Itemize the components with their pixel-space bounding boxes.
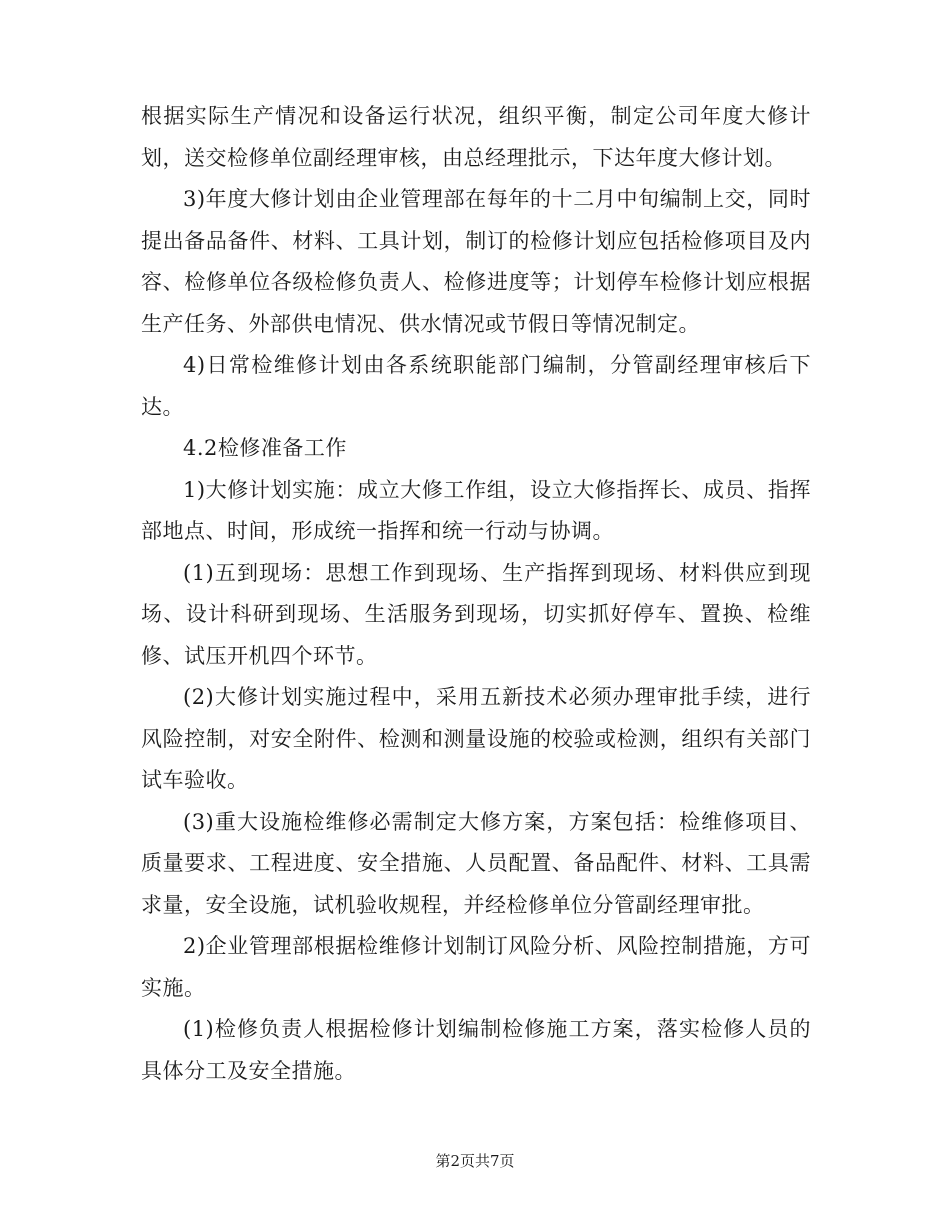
document-body: [141, 96, 811, 1092]
page-number-footer: 第2页共7页: [435, 1152, 515, 1170]
section-heading-4-2: 4.2检修准备工作: [183, 436, 347, 460]
paragraph-item-1: 1)大修计划实施：成立大修工作组，设立大修指挥长、成员、指挥部地点、时间，形成统一指挥和统一行动与协调。: [141, 477, 811, 543]
paragraph-subitem-2: (2)大修计划实施过程中，采用五新技术必须办理审批手续，进行风险控制，对安全附件、检测和测量设施的校验或检测，组织有关部门试车验收。: [141, 685, 811, 792]
paragraph-subitem-3: (3)重大设施检维修必需制定大修方案，方案包括：检维修项目、质量要求、工程进度、安全措施、人员配置、备品配件、材料、工具需求量，安全设施，试机验收规程，并经检修单位分管副经理审批。: [141, 809, 811, 917]
paragraph-continuation: 根据实际生产情况和设备运行状况，组织平衡，制定公司年度大修计划，送交检修单位副经理审核，由总经理批示，下达年度大修计划。: [141, 104, 811, 170]
paragraph-item-2: 2)企业管理部根据检维修计划制订风险分析、风险控制措施，方可实施。: [141, 934, 811, 1000]
paragraph-item-3: 3)年度大修计划由企业管理部在每年的十二月中旬编制上交，同时提出备品备件、材料、工具计划，制订的检修计划应包括检修项目及内容、检修单位各级检修负责人、检修进度等；计划停车检修计划应根据生产任务、外部供电情况、供水情况或节假日等情况制定。: [141, 187, 811, 336]
paragraph-subitem-1b: (1)检修负责人根据检修计划编制检修施工方案，落实检修人员的具体分工及安全措施。: [141, 1017, 811, 1083]
paragraph-subitem-1: (1)五到现场：思想工作到现场、生产指挥到现场、材料供应到现场、设计科研到现场、生活服务到现场，切实抓好停车、置换、检维修、试压开机四个环节。: [141, 560, 811, 668]
paragraph-item-4: 4)日常检维修计划由各系统职能部门编制，分管副经理审核后下达。: [141, 353, 811, 419]
